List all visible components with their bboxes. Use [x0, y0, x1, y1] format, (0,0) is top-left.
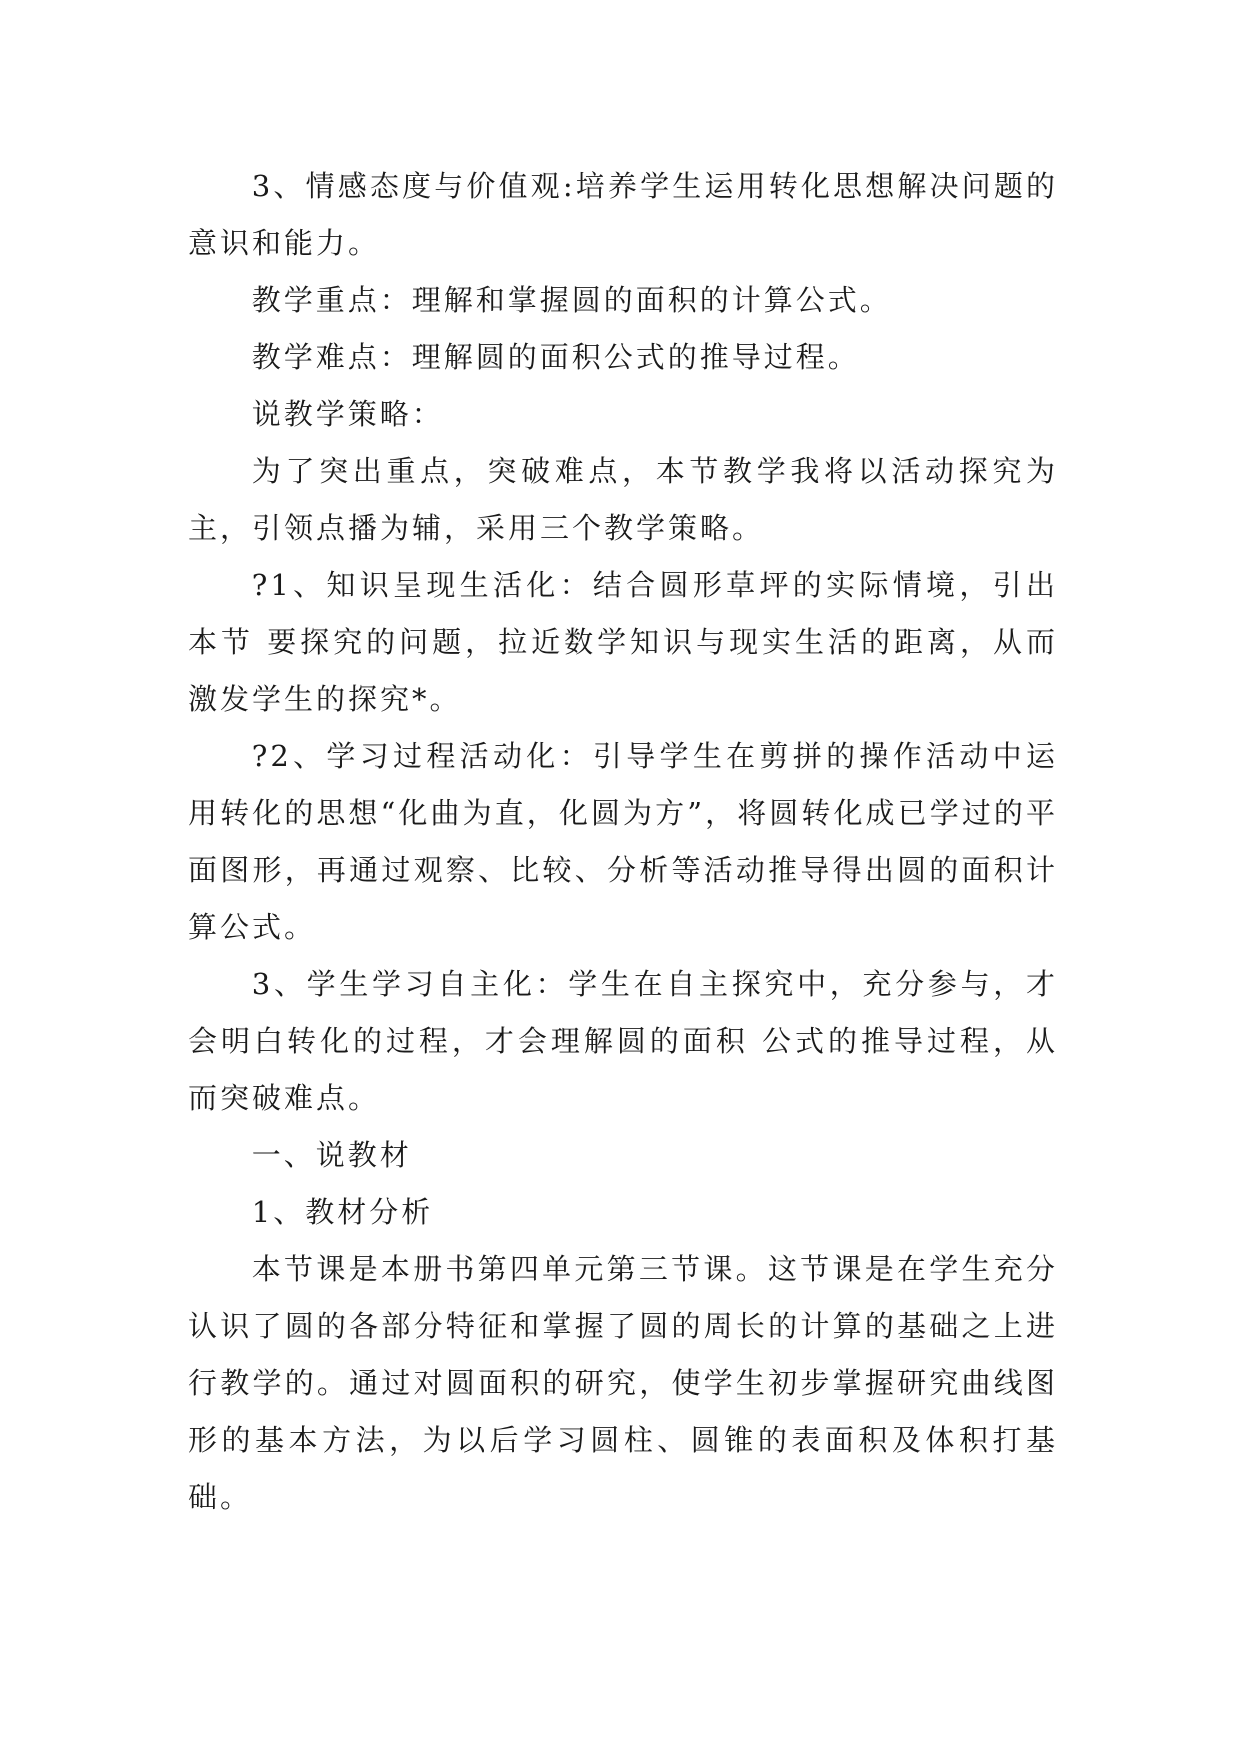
- heading-textbook: 一、说教材: [251, 1138, 412, 1172]
- paragraph-strategy-intro: 为了突出重点，突破难点，本节教学我将以活动探究为主，引领点播为辅，采用三个教学策略。: [188, 454, 1058, 545]
- heading-textbook-analysis: 1、教材分析: [251, 1195, 434, 1229]
- paragraph-key-point: 教学重点：理解和掌握圆的面积的计算公式。: [251, 283, 892, 317]
- document-body: [188, 158, 1058, 1526]
- paragraph-strategy-2: ?2、学习过程活动化：引导学生在剪拼的操作活动中运用转化的思想“化曲为直，化圆为方”，将圆转化成已学过的平面图形，再通过观察、比较、分析等活动推导得出圆的面积计算公式。: [188, 739, 1058, 944]
- paragraph-emotion-goal: 3、情感态度与价值观:培养学生运用转化思想解决问题的意识和能力。: [188, 169, 1058, 260]
- paragraph-strategy-3: 3、学生学习自主化：学生在自主探究中，充分参与，才会明白转化的过程，才会理解圆的面积 公式的推导过程，从而突破难点。: [188, 967, 1058, 1115]
- paragraph-difficult-point: 教学难点：理解圆的面积公式的推导过程。: [251, 340, 860, 374]
- paragraph-strategy-1: ?1、知识呈现生活化：结合圆形草坪的实际情境，引出本节 要探究的问题，拉近数学知识与现实生活的距离，从而激发学生的探究*。: [188, 568, 1058, 716]
- heading-teaching-strategy: 说教学策略：: [251, 397, 444, 431]
- paragraph-textbook-analysis: 本节课是本册书第四单元第三节课。这节课是在学生充分认识了圆的各部分特征和掌握了圆的周长的计算的基础之上进行教学的。通过对圆面积的研究，使学生初步掌握研究曲线图形的基本方法，为以后学习圆柱、圆锥的表面积及体积打基础。: [188, 1252, 1058, 1514]
